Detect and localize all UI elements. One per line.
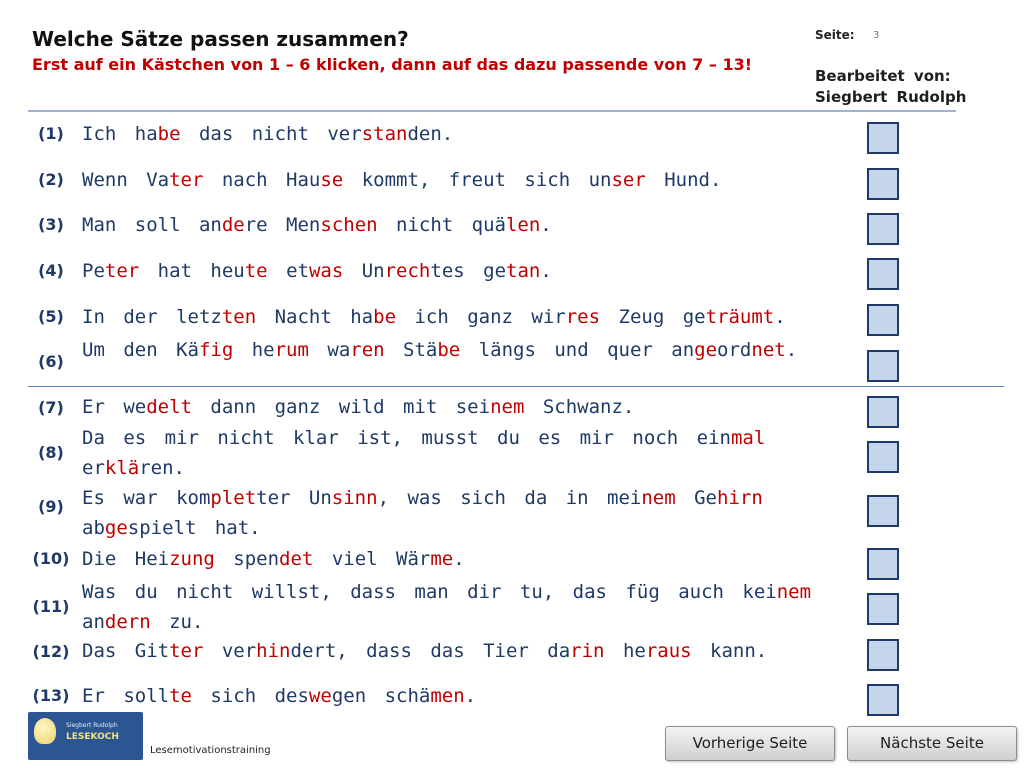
sentence-text [82, 256, 850, 286]
sentence-text [82, 423, 850, 483]
footer-caption: Lesemotivationstraining [150, 745, 271, 756]
item-number: (6) [38, 352, 64, 371]
answer-checkbox[interactable] [867, 168, 899, 200]
sentence-segment: Ich ha [82, 123, 158, 145]
sentence-segment: . [453, 548, 465, 570]
highlighted-syllable: mal [730, 427, 766, 449]
editor-name: Siegbert Rudolph [815, 88, 967, 106]
sentence-segment: Er soll [82, 685, 170, 707]
logo-brand: LESEKOCH [66, 732, 119, 742]
highlighted-syllable: nem [641, 487, 676, 509]
item-number: (5) [38, 307, 64, 326]
sentence-segment: ich ganz wir [396, 306, 566, 328]
highlighted-syllable: rum [274, 339, 309, 361]
item-number: (1) [38, 124, 64, 143]
highlighted-syllable: was [308, 260, 344, 282]
answer-checkbox[interactable] [867, 396, 899, 428]
highlighted-syllable: raus [645, 640, 692, 662]
highlighted-syllable: be [373, 306, 397, 328]
sentence-segment: , was sich da in mei [377, 487, 642, 509]
sentence-segment: den. [407, 123, 454, 145]
sentence-segment: spielt hat. [127, 517, 261, 539]
highlighted-syllable: ter [104, 260, 140, 282]
item-number: (2) [38, 170, 64, 189]
highlighted-syllable: se [320, 169, 344, 191]
sentence-segment: he [604, 640, 646, 662]
item-number: (3) [38, 215, 64, 234]
highlighted-syllable: ten [221, 306, 257, 328]
highlighted-syllable: be [157, 123, 181, 145]
highlighted-syllable: delt [146, 396, 192, 418]
sentence-segment: dert, dass das Tier da [290, 640, 571, 662]
item-number: (10) [32, 549, 70, 568]
sentence-segment: längs und quer an [460, 339, 695, 361]
highlighted-syllable: ter [169, 169, 204, 191]
highlighted-syllable: me [430, 548, 454, 570]
sentence-text [82, 392, 850, 422]
sentence-segment: Ge [675, 487, 717, 509]
sentence-segment: ab [82, 517, 105, 539]
sentence-segment: ord [717, 339, 752, 361]
highlighted-syllable: res [565, 306, 601, 328]
highlighted-syllable: nem [490, 396, 525, 418]
highlighted-syllable: nem [776, 581, 812, 603]
highlighted-syllable: hin [256, 640, 291, 662]
sentence-segment: Man soll an [82, 214, 222, 236]
highlighted-syllable: net [751, 339, 786, 361]
page-number: 3 [873, 30, 880, 41]
sentence-text [82, 335, 850, 365]
answer-checkbox[interactable] [867, 213, 899, 245]
sentence-segment: Die Hei [82, 548, 170, 570]
sentence-segment: . [540, 214, 552, 236]
sentence-segment: Stä [384, 339, 438, 361]
answer-checkbox[interactable] [867, 495, 899, 527]
next-page-button[interactable]: Nächste Seite [847, 726, 1017, 761]
highlighted-syllable: rin [570, 640, 605, 662]
sentence-segment: tes ge [430, 260, 507, 282]
item-number: (12) [32, 642, 70, 661]
sentence-segment: he [233, 339, 275, 361]
highlighted-syllable: plet [210, 487, 257, 509]
lightbulb-icon [34, 718, 56, 744]
highlighted-syllable: rech [384, 260, 431, 282]
sentence-segment: . [774, 306, 786, 328]
edited-by-label: Bearbeitet von: [815, 67, 951, 85]
sentence-segment: Da es mir nicht klar ist, musst du es mir noch ein [82, 427, 731, 449]
sentence-segment: gen schä [331, 685, 431, 707]
item-number: (7) [38, 398, 64, 417]
sentence-text [82, 302, 850, 332]
highlighted-syllable: te [244, 260, 268, 282]
sentence-segment: Schwanz. [524, 396, 635, 418]
sentence-segment: ter Un [256, 487, 332, 509]
sentence-segment: spen [214, 548, 280, 570]
lesekoch-logo [28, 712, 143, 760]
sentence-segment: viel Wär [313, 548, 431, 570]
sentence-segment: sich des [191, 685, 309, 707]
sentence-segment: . [540, 260, 552, 282]
edited-by [815, 66, 966, 108]
sentence-segment: Das Git [82, 640, 170, 662]
answer-checkbox[interactable] [867, 639, 899, 671]
sentence-segment: wa [308, 339, 351, 361]
sentence-segment: Hund. [645, 169, 722, 191]
sentence-segment: nicht quä [377, 214, 506, 236]
page-title: Welche Sätze passen zusammen? [32, 27, 409, 51]
item-number: (11) [32, 597, 70, 616]
instruction-text: Erst auf ein Kästchen von 1 – 6 klicken, dann auf das dazu passende von 7 – 13! [32, 55, 753, 74]
highlighted-syllable: zung [169, 548, 215, 570]
highlighted-syllable: det [279, 548, 314, 570]
highlighted-syllable: ge [694, 339, 718, 361]
highlighted-syllable: stan [361, 123, 408, 145]
sentence-segment: et [267, 260, 309, 282]
sentence-segment: Er we [82, 396, 147, 418]
sentence-segment: Pe [82, 260, 105, 282]
sentence-segment: . [785, 339, 798, 361]
highlighted-syllable: hirn [717, 487, 763, 509]
highlighted-syllable: schen [320, 214, 378, 236]
sentence-segment: nach Hau [203, 169, 321, 191]
answer-checkbox[interactable] [867, 548, 899, 580]
highlighted-syllable: fig [198, 339, 234, 361]
sentence-segment: Nacht ha [256, 306, 374, 328]
answer-checkbox[interactable] [867, 441, 899, 473]
sentence-segment: kommt, freut sich un [343, 169, 612, 191]
item-number: (13) [32, 686, 70, 705]
highlighted-syllable: we [308, 685, 332, 707]
sentence-segment: an [82, 611, 105, 633]
highlighted-syllable: te [169, 685, 192, 707]
sentence-text [82, 119, 850, 149]
sentence-segment: Wenn Va [82, 169, 170, 191]
highlighted-syllable: men [430, 685, 465, 707]
sentence-segment: Un [343, 260, 385, 282]
previous-page-button[interactable]: Vorherige Seite [665, 726, 835, 761]
sentence-segment: In der letz [82, 306, 222, 328]
sentence-segment: Was du nicht willst, dass man dir tu, das füg auch kei [82, 581, 777, 603]
highlighted-syllable: ter [169, 640, 204, 662]
item-number: (9) [38, 497, 64, 516]
sentence-text [82, 165, 850, 195]
sentence-text [82, 483, 850, 543]
sentence-segment: Um den Kä [82, 339, 199, 361]
sentence-text [82, 577, 850, 637]
highlighted-syllable: tan [506, 260, 541, 282]
sentence-segment: re Men [244, 214, 321, 236]
highlighted-syllable: de [221, 214, 245, 236]
sentence-segment: das nicht ver [180, 123, 362, 145]
sentence-segment: Es war kom [82, 487, 211, 509]
sentence-text [82, 636, 850, 666]
sentence-segment: hat heu [139, 260, 245, 282]
sentence-segment: er [82, 457, 105, 479]
answer-checkbox[interactable] [867, 593, 899, 625]
sentence-segment: ver [203, 640, 257, 662]
highlighted-syllable: ren [350, 339, 385, 361]
sentence-segment: . [464, 685, 477, 707]
answer-checkbox[interactable] [867, 684, 899, 716]
sentence-segment: zu. [150, 611, 204, 633]
answer-checkbox[interactable] [867, 122, 899, 154]
sentence-segment: kann. [691, 640, 768, 662]
sentence-text [82, 210, 850, 240]
highlighted-syllable: be [437, 339, 461, 361]
sentence-text [82, 544, 850, 574]
header-divider [28, 110, 956, 112]
logo-author: Siegbert Rudolph [66, 722, 118, 729]
sentence-text [82, 681, 850, 711]
sentence-segment: ren. [139, 457, 185, 479]
highlighted-syllable: dern [104, 611, 151, 633]
highlighted-syllable: klä [104, 457, 140, 479]
item-number: (4) [38, 261, 64, 280]
group-divider [28, 386, 1004, 387]
answer-checkbox[interactable] [867, 304, 899, 336]
item-number: (8) [38, 443, 64, 462]
highlighted-syllable: träumt [705, 306, 775, 328]
page-label: Seite: [815, 28, 855, 42]
highlighted-syllable: ser [611, 169, 646, 191]
answer-checkbox[interactable] [867, 258, 899, 290]
highlighted-syllable: len [505, 214, 541, 236]
answer-checkbox[interactable] [867, 350, 899, 382]
highlighted-syllable: ge [104, 517, 128, 539]
sentence-segment: Zeug ge [600, 306, 706, 328]
sentence-segment: dann ganz wild mit sei [191, 396, 491, 418]
highlighted-syllable: sinn [331, 487, 378, 509]
